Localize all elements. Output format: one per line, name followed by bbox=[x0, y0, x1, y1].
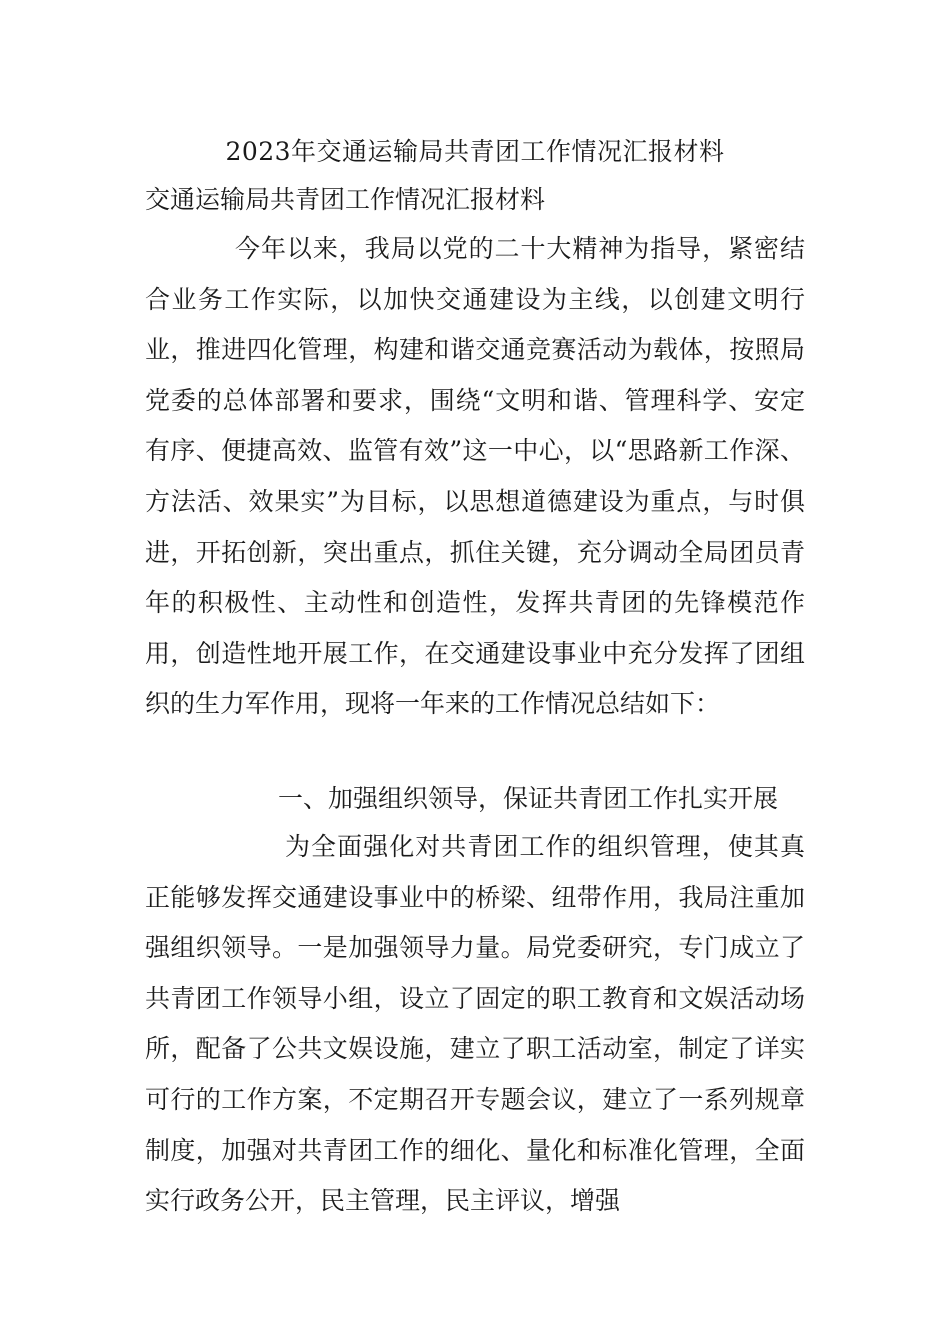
intro-paragraph: 今年以来，我局以党的二十大精神为指导，紧密结合业务工作实际，以加快交通建设为主线，以创建文明行业，推进四化管理，构建和谐交通竞赛活动为载体，按照局党委的总体部署和要求，围绕“文明和谐、管理科学、安定有序、便捷高效、监管有效”这一中心，以“思路新工作深、方法活、效果实”为目标，以思想道德建设为重点，与时俱进，开拓创新，突出重点，抓住关键，充分调动全局团员青年的积极性、主动性和创造性，发挥共青团的先锋模范作用，创造性地开展工作，在交通建设事业中充分发挥了团组织的生力军作用，现将一年来的工作情况总结如下： bbox=[145, 234, 805, 719]
section-heading: 一、加强组织领导，保证共青团工作扎实开展 bbox=[278, 784, 779, 813]
document-title: 2023年交通运输局共青团工作情况汇报材料 bbox=[225, 137, 725, 166]
section-paragraph: 为全面强化对共青团工作的组织管理，使其真正能够发挥交通建设事业中的桥梁、纽带作用，我局注重加强组织领导。一是加强领导力量。局党委研究，专门成立了共青团工作领导小组，设立了固定的职工教育和文娱活动场所，配备了公共文娱设施，建立了职工活动室，制定了详实可行的工作方案，不定期召开专题会议，建立了一系列规章制度，加强对共青团工作的细化、量化和标准化管理，全面实行政务公开，民主管理，民主评议，增强 bbox=[145, 832, 805, 1216]
document-subtitle: 交通运输局共青团工作情况汇报材料 bbox=[145, 185, 546, 214]
